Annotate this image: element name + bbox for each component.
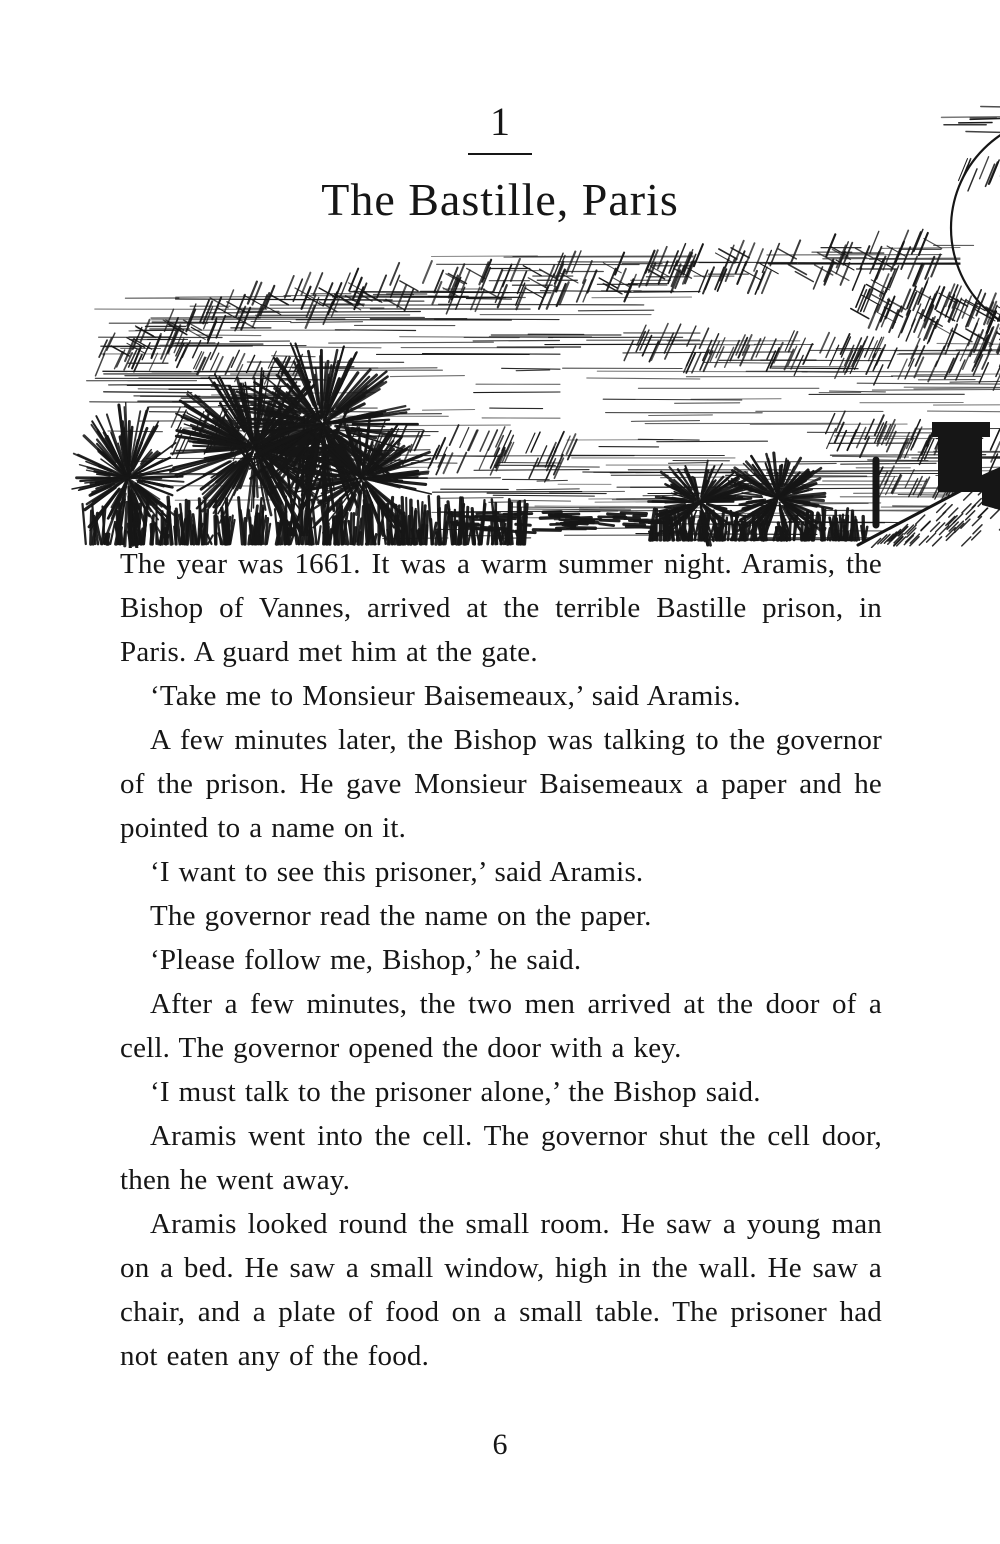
paragraph: Aramis looked round the small room. He saw a young man on a bed. He saw a small window, high in the wall. He saw a chair, and a plate of food on a small table. The prisoner had not eaten any of the food.	[120, 1208, 882, 1372]
paragraph: ‘Take me to Monsieur Baisemeaux,’ said Aramis.	[150, 680, 741, 712]
paragraph: After a few minutes, the two men arrived at the door of a cell. The governor opened the door with a key.	[120, 988, 882, 1064]
paragraph: A few minutes later, the Bishop was talking to the governor of the prison. He gave Monsieur Baisemeaux a paper and he pointed to a name on it.	[120, 724, 882, 844]
paragraph: ‘I want to see this prisoner,’ said Aramis.	[150, 856, 644, 888]
paragraph: Aramis went into the cell. The governor shut the cell door, then he went away.	[120, 1120, 882, 1196]
paragraph: ‘Please follow me, Bishop,’ he said.	[150, 944, 582, 976]
paragraph: ‘I must talk to the prisoner alone,’ the Bishop said.	[150, 1076, 761, 1108]
chapter-number: 1	[490, 99, 510, 144]
chapter-header	[0, 99, 1000, 226]
story-text	[120, 542, 882, 1378]
chapter-rule	[468, 153, 532, 155]
paragraph: The year was 1661. It was a warm summer night. Aramis, the Bishop of Vannes, arrived at the terrible Bastille prison, in Paris. A guard met him at the gate.	[120, 548, 882, 668]
page-number: 6	[492, 1428, 508, 1461]
chapter-title: The Bastille, Paris	[321, 174, 679, 225]
paragraph: The governor read the name on the paper.	[150, 900, 652, 932]
